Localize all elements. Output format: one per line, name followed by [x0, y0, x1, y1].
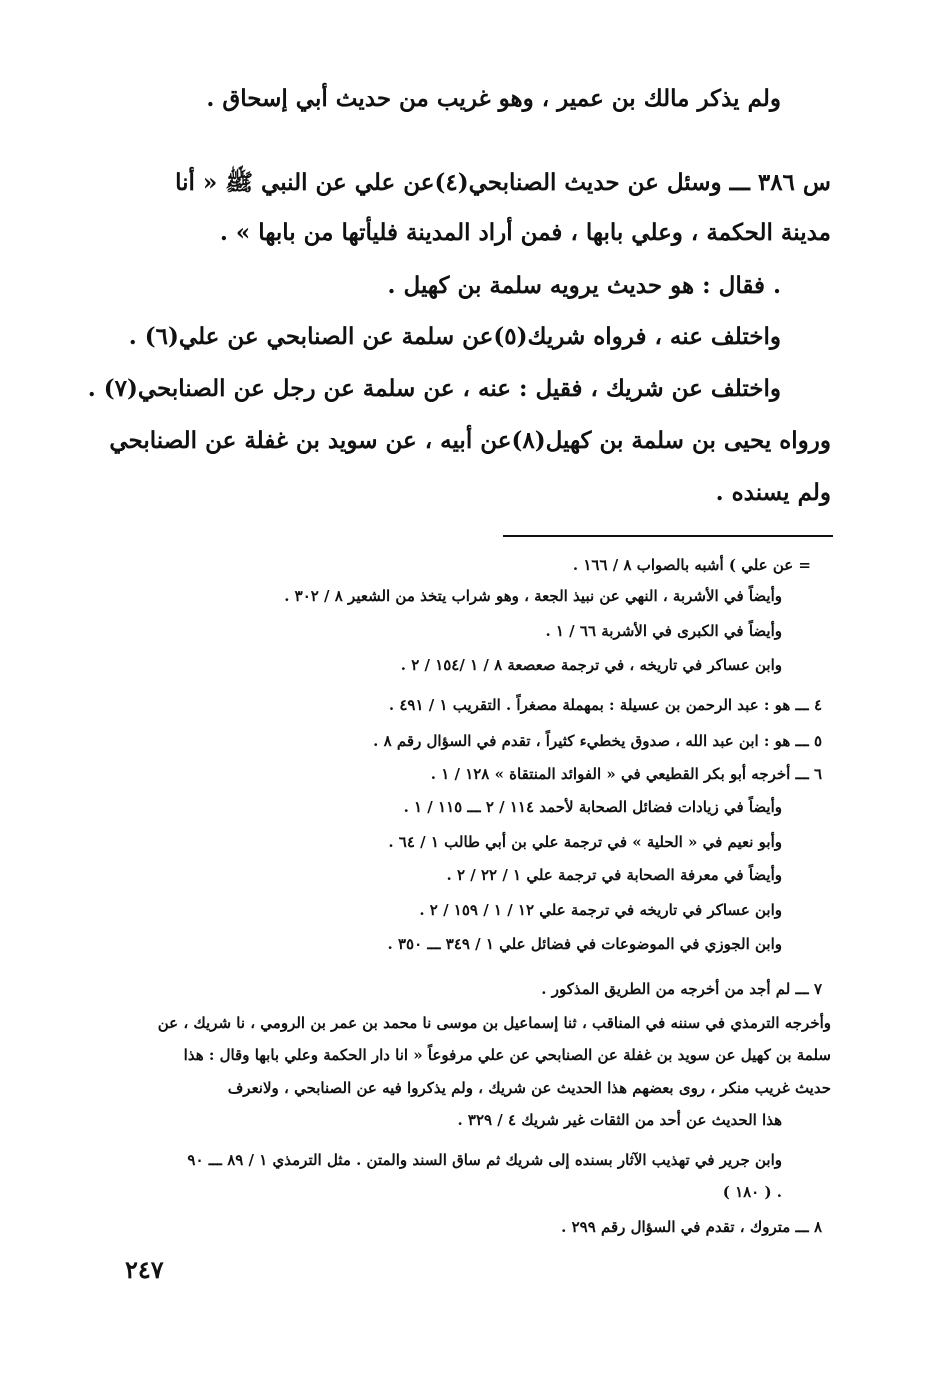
footnote-line: ( ١٨٠ ) . — [722, 1183, 782, 1201]
footnote-line: وابن عساكر في تاريخه في ترجمة علي ١٢ / ١ / ١٥٩ / ٢ . — [419, 901, 782, 919]
footnote-line: وابن جرير في تهذيب الآثار بسنده إلى شريك ثم ساق السند والمتن . مثل الترمذي ١ / ٨٩ ـــ ٩٠ — [187, 1151, 782, 1169]
main-text-line: ولم يسنده . — [715, 479, 831, 506]
footnote-line: ٤ ـــ هو : عبد الرحمن بن عسيلة : بمهملة مصغراً . التقريب ١ / ٤٩١ . — [388, 696, 822, 714]
footnote-line: وأيضاً في الأشربة ، النهي عن نبيذ الجعة ، وهو شراب يتخذ من الشعير ٨ / ٣٠٢ . — [284, 587, 782, 605]
footnote-line: = عن علي ) أشبه بالصواب ٨ / ١٦٦ . — [572, 556, 811, 574]
main-text-line: ولم يذكر مالك بن عمير ، وهو غريب من حديث أبي إسحاق . — [206, 85, 781, 112]
main-text-line: واختلف عن شريك ، فقيل : عنه ، عن سلمة عن رجل عن الصنابحي(٧) . — [87, 375, 781, 402]
question-heading-line: س ٣٨٦ ـــ وسئل عن حديث الصنابحي(٤)عن علي عن النبي ﷺ « أنا — [175, 169, 831, 196]
main-text-line: مدينة الحكمة ، وعلي بابها ، فمن أراد المدينة فليأتها من بابها » . — [219, 219, 831, 246]
footnote-line: وأيضاً في زيادات فضائل الصحابة لأحمد ١١٤ / ٢ ـــ ١١٥ / ١ . — [403, 798, 782, 816]
footnote-line: ٥ ـــ هو : ابن عبد الله ، صدوق يخطيء كثيراً ، تقدم في السؤال رقم ٨ . — [373, 732, 822, 750]
footnote-line: وأيضاً في معرفة الصحابة في ترجمة علي ١ / ٢٢ / ٢ . — [446, 866, 782, 884]
footnote-line: سلمة بن كهيل عن سويد بن غفلة عن الصنابحي عن علي مرفوعاً « انا دار الحكمة وعلي بابها وقال : هذا — [183, 1046, 831, 1064]
footnote-line: وابن الجوزي في الموضوعات في فضائل علي ١ / ٣٤٩ ـــ ٣٥٠ . — [387, 935, 782, 953]
footnote-line: ٨ ـــ متروك ، تقدم في السؤال رقم ٢٩٩ . — [561, 1218, 822, 1236]
footnote-line: حديث غريب منكر ، روى بعضهم هذا الحديث عن شريك ، ولم يذكروا فيه عن الصنابحي ، ولانعرف — [227, 1079, 831, 1097]
main-text-line: واختلف عنه ، فرواه شريك(٥)عن سلمة عن الصنابحي عن علي(٦) . — [128, 323, 781, 350]
footnote-line: وابن عساكر في تاريخه ، في ترجمة صعصعة ٨ / ١ /١٥٤ / ٢ . — [400, 656, 782, 674]
main-text-line: ورواه يحيى بن سلمة بن كهيل(٨)عن أبيه ، عن سويد بن غفلة عن الصنابحي — [109, 427, 831, 454]
footnote-line: هذا الحديث عن أحد من الثقات غير شريك ٤ / ٣٢٩ . — [457, 1111, 782, 1129]
page-number: ٢٤٧ — [125, 1255, 164, 1284]
footnote-line: وأيضاً في الكبرى في الأشربة ٦٦ / ١ . — [545, 622, 782, 640]
footnote-line: وأخرجه الترمذي في سننه في المناقب ، ثنا إسماعيل بن موسى نا محمد بن عمر بن الرومي ، نا شريك ، عن — [157, 1014, 831, 1032]
footnote-line: وأبو نعيم في « الحلية » في ترجمة علي بن أبي طالب ١ / ٦٤ . — [388, 833, 782, 851]
main-text-line: . فقال : هو حديث يرويه سلمة بن كهيل . — [387, 272, 781, 299]
footnote-line: ٧ ـــ لم أجد من أخرجه من الطريق المذكور . — [541, 980, 822, 998]
footnote-separator — [503, 535, 833, 537]
footnote-line: ٦ ـــ أخرجه أبو بكر القطيعي في « الفوائد المنتقاة » ١٢٨ / ١ . — [430, 765, 822, 783]
